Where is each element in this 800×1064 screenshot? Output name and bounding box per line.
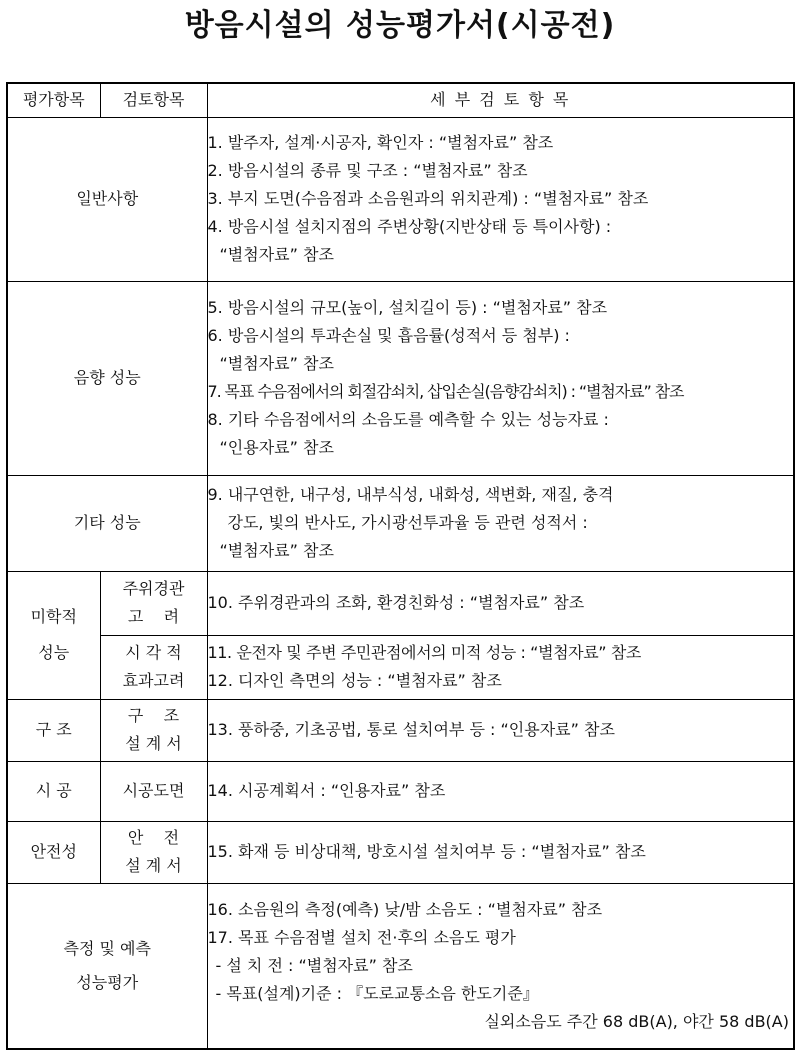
table-row [7,699,794,761]
header-evaluation-item: 평가항목 [7,83,100,117]
row-label-acoustic: 음향 성능 [7,281,207,475]
sub-label-line: 주위경관 [122,579,185,598]
sub-label-line: 효과고려 [122,671,185,690]
detail-line: 2. 방음시설의 종류 및 구조 : “별첨자료” 참조 [207,161,528,180]
detail-line: 11. 운전자 및 주변 주민관점에서의 미적 성능 : “별첨자료” 참조 [207,643,641,662]
detail-line: “인용자료” 참조 [219,438,334,457]
row-label-line: 성능 [38,643,70,662]
sub-label-line: 시 각 적 [125,643,182,662]
row-label-aesthetic [7,571,100,699]
table-row [7,475,794,571]
document-title: 방음시설의 성능평가서(시공전) [184,8,616,43]
detail-line: 실외소음도 주간 68 dB(A), 야간 58 dB(A) [484,1011,789,1031]
sub-label-line: 고 려 [127,607,180,626]
detail-line: 9. 내구연한, 내구성, 내부식성, 내화성, 색변화, 재질, 충격 [207,485,614,504]
row-label-measure [7,883,207,1049]
detail-line: 강도, 빛의 반사도, 가시광선투과율 등 관련 성적서 : [227,513,588,532]
table-row [7,761,794,821]
row-label-line: 성능평가 [76,972,139,992]
detail-line: “별첨자료” 참조 [219,245,334,264]
row-label-safety: 안전성 [7,821,100,883]
table-header-row [7,83,794,117]
detail-line: - 목표(설계)기준 : 『도로교통소음 한도기준』 [215,983,539,1003]
detail-line: 12. 디자인 측면의 성능 : “별첨자료” 참조 [207,671,502,690]
row-label-structure: 구 조 [7,699,100,761]
table-row [7,883,794,1049]
row-detail-safety [207,821,794,883]
sub-label-visual [100,635,207,699]
detail-line: - 설 치 전 : “별첨자료” 참조 [215,955,413,975]
row-detail-construction [207,761,794,821]
sub-label-line: 안 전 [127,828,180,847]
row-label-line: 측정 및 예측 [63,938,151,958]
sub-label-safety [100,821,207,883]
detail-line: 8. 기타 수음점에서의 소음도를 예측할 수 있는 성능자료 : [207,410,609,429]
row-detail-acoustic [207,281,794,475]
table-row [7,635,794,699]
row-detail-other [207,475,794,571]
detail-line: 14. 시공계획서 : “인용자료” 참조 [207,781,446,800]
row-label-other: 기타 성능 [7,475,207,571]
detail-line: “별첨자료” 참조 [219,354,334,373]
detail-line: 3. 부지 도면(수음점과 소음원과의 위치관계) : “별첨자료” 참조 [207,189,649,208]
row-label-general: 일반사항 [7,117,207,281]
detail-line: 13. 풍하중, 기초공법, 통로 설치여부 등 : “인용자료” 참조 [207,720,615,739]
sub-label-line: 설 계 서 [125,856,182,875]
detail-line: 10. 주위경관과의 조화, 환경친화성 : “별첨자료” 참조 [207,593,585,612]
row-label-line: 미학적 [30,607,77,626]
row-label-construction: 시 공 [7,761,100,821]
detail-line: 15. 화재 등 비상대책, 방호시설 설치여부 등 : “별첨자료” 참조 [207,842,646,861]
detail-line: 7. 목표 수음점에서의 회절감쇠치, 삽입손실(음향감쇠치) : “별첨자료” 참조 [207,382,684,401]
detail-line: 16. 소음원의 측정(예측) 낮/밤 소음도 : “별첨자료” 참조 [207,899,603,919]
table-row [7,281,794,475]
header-detail-item: 세 부 검 토 항 목 [207,83,794,117]
detail-line: 1. 발주자, 설계·시공자, 확인자 : “별첨자료” 참조 [207,133,554,152]
row-detail-measure [207,883,794,1049]
row-detail-landscape [207,571,794,635]
detail-line: 17. 목표 수음점별 설치 전·후의 소음도 평가 [207,927,516,947]
row-detail-visual [207,635,794,699]
sub-label-construction: 시공도면 [100,761,207,821]
table-row [7,117,794,281]
detail-line: “별첨자료” 참조 [219,541,334,560]
row-detail-structure [207,699,794,761]
detail-line: 6. 방음시설의 투과손실 및 흡음률(성적서 등 첨부) : [207,326,570,345]
sub-label-structure [100,699,207,761]
table-row [7,821,794,883]
sub-label-landscape [100,571,207,635]
table-row [7,571,794,635]
detail-line: 4. 방음시설 설치지점의 주변상황(지반상태 등 특이사항) : [207,217,612,236]
sub-label-line: 구 조 [127,706,180,725]
row-detail-general [207,117,794,281]
detail-line: 5. 방음시설의 규모(높이, 설치길이 등) : “별첨자료” 참조 [207,298,608,317]
evaluation-table [6,82,795,1050]
sub-label-line: 설 계 서 [125,734,182,753]
header-review-item: 검토항목 [100,83,207,117]
